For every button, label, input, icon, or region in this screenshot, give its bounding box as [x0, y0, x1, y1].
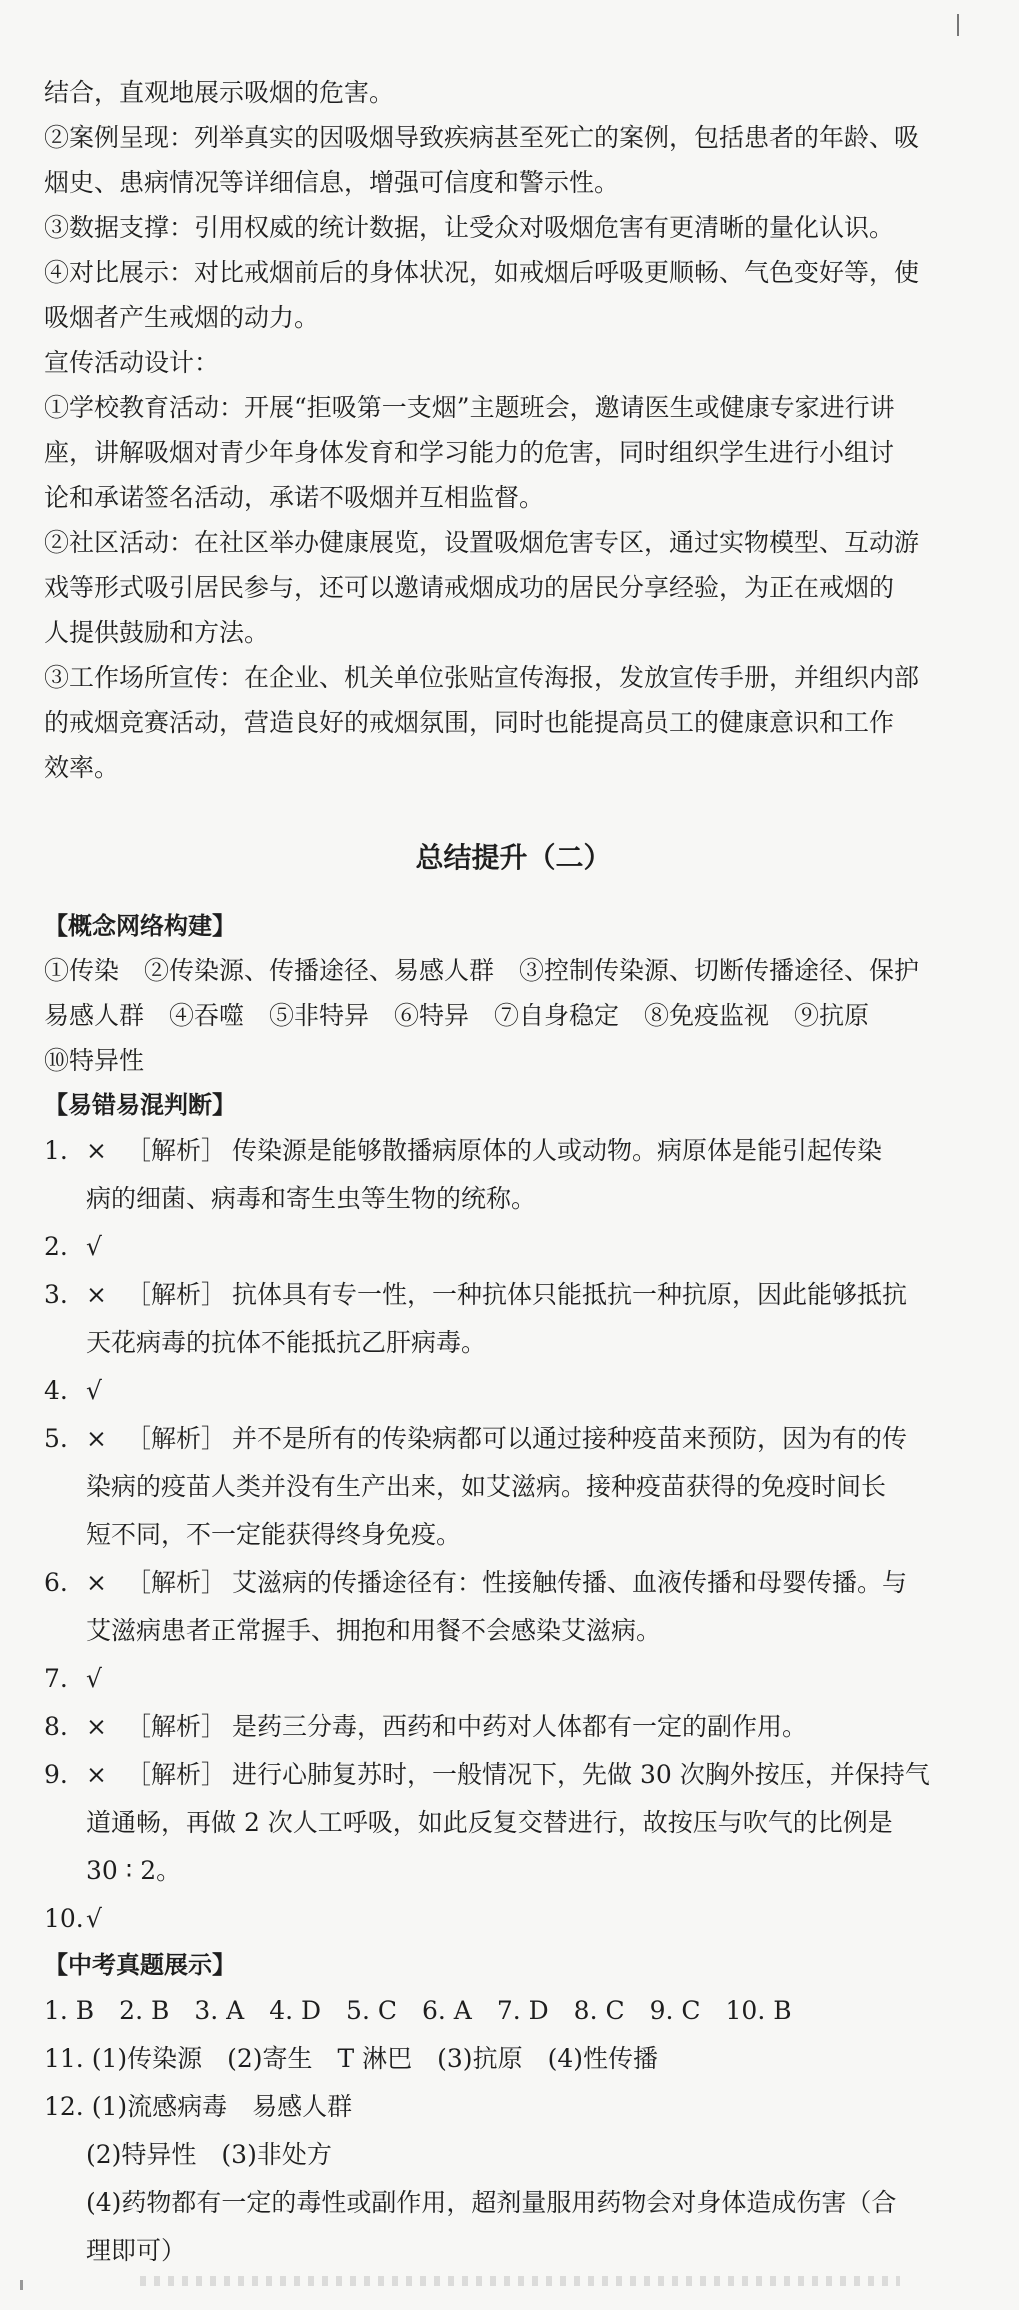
judge-item	[44, 1223, 983, 1271]
judge-item	[44, 1415, 983, 1559]
scan-mark	[20, 2280, 23, 2290]
judge-text-cont: 病的细菌、病毒和寄生虫等生物的统称。	[86, 1184, 537, 1213]
intro-line: 论和承诺签名活动，承诺不吸烟并互相监督。	[44, 483, 545, 512]
analysis-tag: ［解析］	[126, 1760, 227, 1789]
judge-text: 进行心肺复苏时，一般情况下，先做 30 次胸外按压，并保持气	[232, 1760, 930, 1789]
judge-number: 2.	[44, 1232, 68, 1261]
analysis-tag: ［解析］	[126, 1280, 227, 1309]
concept-line: ⑩特异性	[44, 1046, 145, 1075]
judge-number: 7.	[44, 1664, 68, 1693]
judge-number: 3.	[44, 1280, 68, 1309]
judge-heading: 【易错易混判断】	[44, 1091, 236, 1119]
judge-mark: ×	[86, 1712, 107, 1741]
intro-line: 宣传活动设计：	[44, 348, 220, 377]
exam-answer-12-line: 12. (1)流感病毒 易感人群	[44, 2092, 353, 2121]
judge-number: 5.	[44, 1424, 68, 1453]
intro-section	[44, 70, 983, 790]
intro-line: ①学校教育活动：开展“拒吸第一支烟”主题班会，邀请医生或健康专家进行讲	[44, 393, 895, 422]
judge-text-cont: 30 ∶ 2。	[86, 1856, 182, 1885]
intro-line: 的戒烟竞赛活动，营造良好的戒烟氛围，同时也能提高员工的健康意识和工作	[44, 708, 895, 737]
judge-text-cont: 道通畅，再做 2 次人工呼吸，如此反复交替进行，故按压与吹气的比例是	[86, 1808, 893, 1837]
concept-line: 易感人群 ④吞噬 ⑤非特异 ⑥特异 ⑦自身稳定 ⑧免疫监视 ⑨抗原	[44, 1001, 870, 1030]
intro-line: ②案例呈现：列举真实的因吸烟导致疾病甚至死亡的案例，包括患者的年龄、吸	[44, 123, 920, 152]
intro-line: 效率。	[44, 753, 120, 782]
judge-number: 10.	[44, 1904, 84, 1933]
judge-mark: √	[86, 1376, 102, 1405]
judge-text: 是药三分毒，西药和中药对人体都有一定的副作用。	[232, 1712, 808, 1741]
intro-line: ③数据支撑：引用权威的统计数据，让受众对吸烟危害有更清晰的量化认识。	[44, 213, 895, 242]
exam-answer-12-line: (2)特异性 (3)非处方	[86, 2140, 332, 2169]
judge-number: 1.	[44, 1136, 68, 1165]
judge-text: 艾滋病的传播途径有：性接触传播、血液传播和母婴传播。与	[232, 1568, 908, 1597]
concept-line: ①传染 ②传染源、传播途径、易感人群 ③控制传染源、切断传播途径、保护	[44, 956, 920, 985]
judge-mark: ×	[86, 1568, 107, 1597]
judge-number: 4.	[44, 1376, 68, 1405]
intro-line: 人提供鼓励和方法。	[44, 618, 270, 647]
intro-line: 吸烟者产生戒烟的动力。	[44, 303, 320, 332]
intro-line: ④对比展示：对比戒烟前后的身体状况，如戒烟后呼吸更顺畅、气色变好等，使	[44, 258, 920, 287]
intro-line: 戏等形式吸引居民参与，还可以邀请戒烟成功的居民分享经验，为正在戒烟的	[44, 573, 895, 602]
exam-answer-12-line: (4)药物都有一定的毒性或副作用，超剂量服用药物会对身体造成伤害（合	[86, 2188, 897, 2217]
judge-section	[44, 1083, 983, 1943]
judge-text-cont: 艾滋病患者正常握手、拥抱和用餐不会感染艾滋病。	[86, 1616, 662, 1645]
judge-text-cont: 短不同，不一定能获得终身免疫。	[86, 1520, 462, 1549]
judge-text: 抗体具有专一性，一种抗体只能抵抗一种抗原，因此能够抵抗	[232, 1280, 908, 1309]
analysis-tag: ［解析］	[126, 1424, 227, 1453]
judge-mark: √	[86, 1904, 102, 1933]
judge-item	[44, 1367, 983, 1415]
judge-item	[44, 1895, 983, 1943]
exam-answers-choice: 1. B 2. B 3. A 4. D 5. C 6. A 7. D 8. C 9. C 10. B	[44, 1996, 792, 2025]
judge-mark: √	[86, 1232, 102, 1261]
analysis-tag: ［解析］	[126, 1568, 227, 1597]
judge-mark: ×	[86, 1280, 107, 1309]
concept-heading: 【概念网络构建】	[44, 912, 236, 940]
exam-heading: 【中考真题展示】	[44, 1951, 236, 1979]
judge-number: 9.	[44, 1760, 68, 1789]
exam-section	[44, 1943, 983, 2275]
judge-text: 传染源是能够散播病原体的人或动物。病原体是能引起传染	[232, 1136, 883, 1165]
intro-line: ③工作场所宣传：在企业、机关单位张贴宣传海报，发放宣传手册，并组织内部	[44, 663, 920, 692]
judge-item	[44, 1751, 983, 1895]
judge-text: 并不是所有的传染病都可以通过接种疫苗来预防，因为有的传	[232, 1424, 908, 1453]
intro-line: 结合，直观地展示吸烟的危害。	[44, 78, 395, 107]
intro-line: 烟史、患病情况等详细信息，增强可信度和警示性。	[44, 168, 620, 197]
judge-item	[44, 1655, 983, 1703]
scan-noise	[140, 2276, 900, 2286]
scan-mark	[957, 14, 959, 36]
judge-mark: ×	[86, 1760, 107, 1789]
analysis-tag: ［解析］	[126, 1712, 227, 1741]
intro-line: 座，讲解吸烟对青少年身体发育和学习能力的危害，同时组织学生进行小组讨	[44, 438, 895, 467]
judge-mark: √	[86, 1664, 102, 1693]
judge-text-cont: 天花病毒的抗体不能抵抗乙肝病毒。	[86, 1328, 487, 1357]
exam-answer-11: 11. (1)传染源 (2)寄生 T 淋巴 (3)抗原 (4)性传播	[44, 2044, 658, 2073]
judge-number: 6.	[44, 1568, 68, 1597]
concept-section	[44, 904, 983, 1083]
intro-line: ②社区活动：在社区举办健康展览，设置吸烟危害专区，通过实物模型、互动游	[44, 528, 920, 557]
judge-number: 8.	[44, 1712, 68, 1741]
judge-item	[44, 1127, 983, 1223]
judge-text-cont: 染病的疫苗人类并没有生产出来，如艾滋病。接种疫苗获得的免疫时间长	[86, 1472, 887, 1501]
analysis-tag: ［解析］	[126, 1136, 227, 1165]
judge-item	[44, 1703, 983, 1751]
judge-item	[44, 1271, 983, 1367]
exam-answer-12-line: 理即可）	[86, 2236, 187, 2265]
judge-mark: ×	[86, 1136, 107, 1165]
judge-item	[44, 1559, 983, 1655]
section-title: 总结提升（二）	[415, 841, 612, 874]
exam-answer-12	[44, 2083, 983, 2275]
judge-mark: ×	[86, 1424, 107, 1453]
